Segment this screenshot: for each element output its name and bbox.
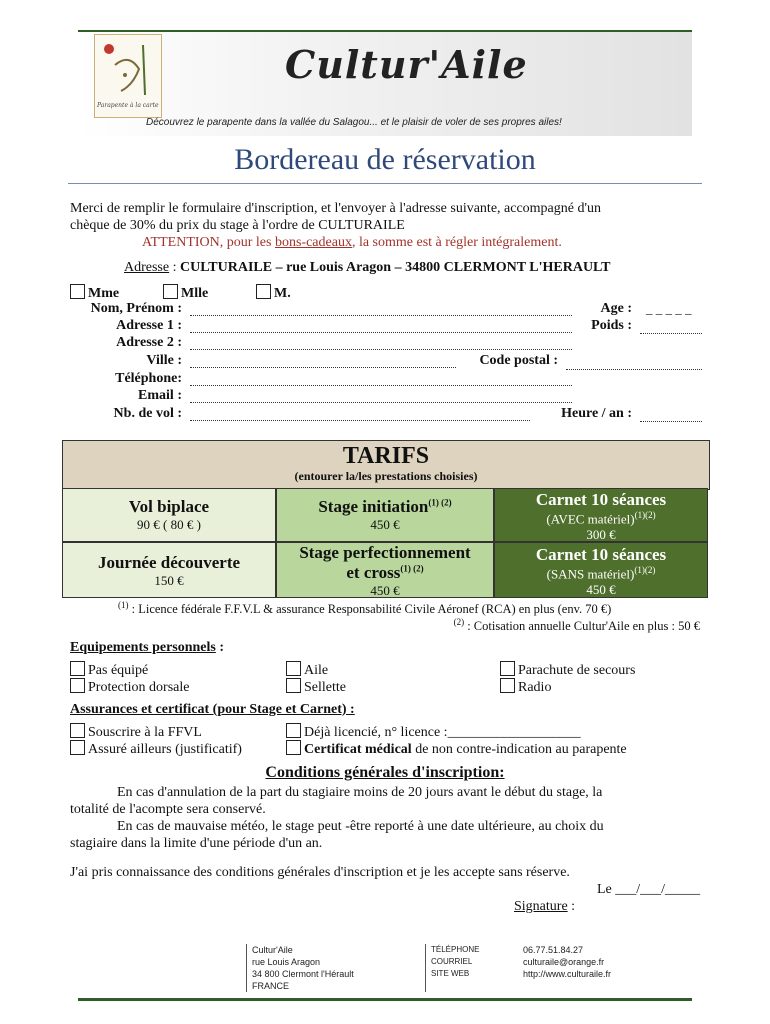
- tarif-stage-initiation[interactable]: [276, 488, 494, 542]
- conditions-p2b: stagiaire dans la limite d'une période d'un an.: [70, 836, 323, 851]
- footer-street: rue Louis Aragon: [252, 957, 321, 967]
- tarif-price: 450 €: [370, 583, 400, 598]
- conditions-p1a: En cas d'annulation de la part du stagiaire moins de 20 jours avant le début du stage, la: [117, 785, 603, 800]
- address-line: [124, 260, 610, 276]
- option-label: Parachute de secours: [518, 663, 636, 678]
- option-label: Souscrire à la FFVL: [88, 725, 202, 740]
- checkbox[interactable]: [70, 284, 85, 299]
- conditions-heading: Conditions générales d'inscription:: [265, 764, 505, 781]
- equip-sellette[interactable]: [286, 678, 346, 696]
- age-field[interactable]: _ _ _ _ _: [646, 301, 692, 316]
- footer-address: [252, 944, 354, 992]
- note-text: : Cotisation annuelle Cultur'Aile en plus : 50 €: [464, 619, 700, 634]
- ville-label: Ville :: [146, 353, 182, 368]
- heure-an-field[interactable]: [640, 420, 702, 422]
- tarif-name: Vol biplace: [128, 497, 210, 516]
- tarif-price: 150 €: [154, 573, 184, 588]
- note-ref: (2): [453, 617, 465, 627]
- assurance-ailleurs[interactable]: [70, 740, 242, 758]
- checkbox[interactable]: [500, 678, 515, 693]
- tarif-carnet-avec[interactable]: [494, 488, 708, 542]
- date-field[interactable]: Le ___/___/_____: [596, 882, 700, 897]
- age-label: Age :: [600, 301, 632, 316]
- checkbox[interactable]: [70, 723, 85, 738]
- note-2: [454, 617, 700, 634]
- tarif-vol-biplace[interactable]: [62, 488, 276, 542]
- tarifs-subtitle: (entourer la/les prestations choisies): [294, 469, 478, 483]
- address-value: CULTURAILE – rue Louis Aragon – 34800 CLERMONT L'HERAULT: [180, 260, 611, 275]
- footer-rule: [78, 998, 692, 1001]
- tagline: Découvrez le parapente dans la vallée du Salagou... et le plaisir de voler de ses propres ailes!: [146, 117, 562, 128]
- tarif-price: 450 €: [586, 582, 616, 598]
- signature-text: Signature: [514, 899, 568, 914]
- tarif-note-ref: (1) (2): [400, 563, 424, 574]
- tarif-journee-decouverte[interactable]: [62, 542, 276, 598]
- tarif-name: Journée découverte: [97, 553, 241, 572]
- checkbox[interactable]: [286, 740, 301, 755]
- tarif-note-ref: (1)(2): [634, 565, 656, 575]
- checkbox[interactable]: [163, 284, 178, 299]
- checkbox[interactable]: [286, 723, 301, 738]
- tarif-carnet-sans[interactable]: [494, 542, 708, 598]
- equip-aile[interactable]: [286, 661, 328, 679]
- civility-label: Mme: [88, 286, 120, 301]
- tarif-price: 300 €: [586, 527, 616, 543]
- tarif-stage-perfectionnement[interactable]: [276, 542, 494, 598]
- attention-text-end: , la somme est à régler intégralement.: [351, 235, 562, 250]
- equip-pas-equipe[interactable]: [70, 661, 148, 679]
- footer-tel-label: TÉLÉPHONE: [431, 945, 480, 954]
- footer-contacts: [523, 944, 611, 980]
- civility-label: Mlle: [181, 286, 209, 301]
- poids-field[interactable]: [640, 332, 702, 334]
- footer-tel: 06.77.51.84.27: [523, 945, 584, 955]
- option-label: Assuré ailleurs (justificatif): [88, 742, 242, 757]
- tarif-name-2: et cross: [346, 563, 401, 582]
- bons-cadeaux-link[interactable]: bons-cadeaux: [274, 235, 352, 250]
- option-label: Radio: [518, 680, 552, 695]
- conditions-p1b: totalité de l'acompte sera conservé.: [70, 802, 266, 817]
- note-text: : Licence fédérale F.F.V.L & assurance Responsabilité Civile Aéronef (RCA) en plus (env. 70 €): [128, 602, 612, 617]
- intro-line-1: Merci de remplir le formulaire d'inscription, et l'envoyer à l'adresse suivante, accompagné d'un: [70, 201, 602, 216]
- option-label: Protection dorsale: [88, 680, 190, 695]
- civility-mme[interactable]: [70, 284, 119, 302]
- footer-website-link[interactable]: http://www.culturaile.fr: [523, 969, 612, 979]
- tarif-detail: (AVEC matériel): [546, 511, 635, 527]
- heure-an-label: Heure / an :: [561, 406, 632, 421]
- acceptance-text: J'ai pris connaissance des conditions générales d'inscription et je les accepte sans réserve.: [70, 865, 570, 880]
- footer-name: Cultur'Aile: [252, 945, 293, 955]
- address-label: Adresse: [124, 260, 170, 275]
- equip-radio[interactable]: [500, 678, 551, 696]
- code-postal-label: Code postal :: [479, 353, 558, 368]
- option-label: Pas équipé: [88, 663, 149, 678]
- email-field[interactable]: [190, 401, 572, 403]
- footer-divider: [246, 944, 247, 992]
- attention-text: ATTENTION, pour les: [142, 235, 275, 250]
- assurance-licencie[interactable]: [286, 723, 581, 741]
- footer-country: FRANCE: [252, 981, 290, 991]
- tarif-detail: (SANS matériel): [546, 566, 635, 582]
- tarif-price: 90 € ( 80 € ): [137, 517, 201, 532]
- adresse1-field[interactable]: [190, 331, 572, 333]
- nbvol-field[interactable]: [190, 419, 530, 421]
- note-1: [118, 600, 611, 617]
- nom-label: Nom, Prénom :: [90, 301, 182, 316]
- tarif-name: Stage perfectionnement: [299, 543, 471, 562]
- adresse2-label: Adresse 2 :: [116, 335, 182, 350]
- telephone-field[interactable]: [190, 384, 572, 386]
- tarifs-header: [62, 440, 710, 490]
- assurance-ffvl[interactable]: [70, 723, 202, 741]
- civility-m[interactable]: [256, 284, 291, 302]
- footer-labels: [431, 944, 479, 980]
- signature-suffix: :: [567, 899, 576, 914]
- option-label: Sellette: [304, 680, 346, 695]
- code-postal-field[interactable]: [566, 368, 702, 370]
- footer-city: 34 800 Clermont l'Hérault: [252, 969, 354, 979]
- option-label: Déjà licencié, n° licence :___________________: [304, 725, 581, 740]
- ville-field[interactable]: [190, 366, 456, 368]
- title-divider: [68, 183, 702, 184]
- checkbox[interactable]: [256, 284, 271, 299]
- assurances-heading: Assurances et certificat (pour Stage et Carnet) :: [70, 702, 355, 717]
- poids-label: Poids :: [591, 318, 632, 333]
- tarif-note-ref: (1) (2): [428, 497, 452, 508]
- tarif-note-ref: (1)(2): [634, 510, 656, 520]
- equipements-title: Equipements personnels: [70, 640, 216, 655]
- tarif-name: Carnet 10 séances: [535, 490, 667, 509]
- tarif-name: Carnet 10 séances: [535, 545, 667, 564]
- email-label: Email :: [138, 388, 182, 403]
- civility-label: M.: [274, 286, 291, 301]
- heading-suffix: :: [215, 640, 225, 655]
- address-separator: :: [169, 260, 180, 275]
- adresse2-field[interactable]: [190, 348, 572, 350]
- page-title: Bordereau de réservation: [234, 143, 536, 176]
- checkbox[interactable]: [286, 678, 301, 693]
- intro-line-2: chèque de 30% du prix du stage à l'ordre de CULTURAILE: [70, 218, 405, 233]
- conditions-p2a: En cas de mauvaise météo, le stage peut -être reporté à une date ultérieure, au choix du: [117, 819, 604, 834]
- civility-mlle[interactable]: [163, 284, 208, 302]
- nbvol-label: Nb. de vol :: [113, 406, 182, 421]
- certificat-medical[interactable]: [286, 740, 627, 758]
- adresse1-label: Adresse 1 :: [116, 318, 182, 333]
- tarif-name: Stage initiation: [318, 497, 429, 516]
- footer-web-label: SITE WEB: [431, 969, 470, 978]
- checkbox[interactable]: [70, 740, 85, 755]
- footer-mail-label: COURRIEL: [431, 957, 473, 966]
- option-label: Aile: [304, 663, 329, 678]
- nom-field[interactable]: [190, 314, 572, 316]
- checkbox[interactable]: [286, 661, 301, 676]
- tarifs-title: TARIFS: [342, 443, 430, 469]
- tarif-price: 450 €: [370, 517, 400, 532]
- checkbox[interactable]: [70, 678, 85, 693]
- option-label: de non contre-indication au parapente: [411, 742, 627, 757]
- option-label-bold: Certificat médical: [304, 742, 412, 757]
- telephone-label: Téléphone:: [115, 371, 182, 386]
- footer-email-link[interactable]: culturaile@orange.fr: [523, 957, 605, 967]
- signature-label: [514, 899, 575, 915]
- attention-notice: [142, 235, 562, 251]
- logo-caption: Parapente à la carte: [97, 102, 159, 109]
- checkbox[interactable]: [500, 661, 515, 676]
- note-ref: (1): [118, 600, 129, 610]
- brand-name: Cultur'Aile: [285, 42, 528, 87]
- checkbox[interactable]: [70, 661, 85, 676]
- equip-protection-dorsale[interactable]: [70, 678, 189, 696]
- footer-divider: [425, 944, 426, 992]
- equipements-heading: [70, 640, 224, 656]
- equip-parachute[interactable]: [500, 661, 635, 679]
